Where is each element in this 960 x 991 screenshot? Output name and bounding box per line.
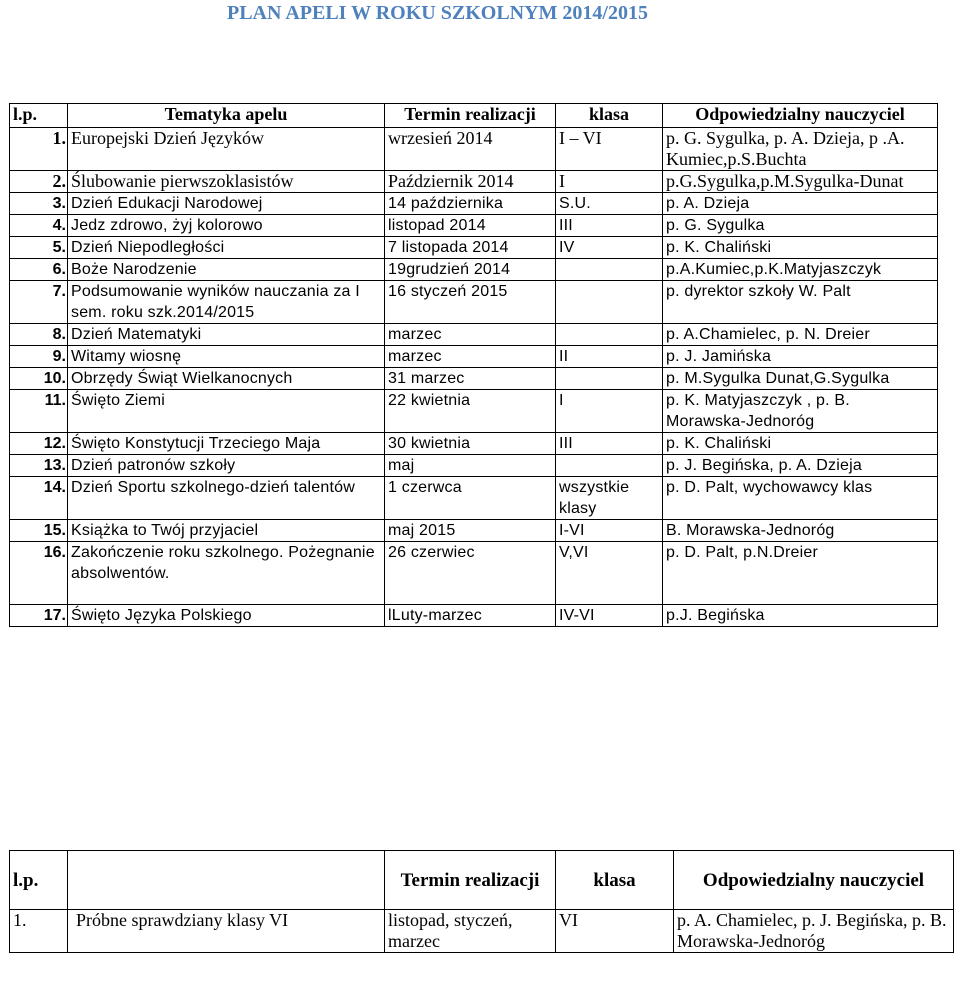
row-topic: Książka to Twój przyjaciel	[68, 520, 385, 542]
header-class: klasa	[556, 851, 674, 910]
row-topic: Jedz zdrowo, żyj kolorowo	[68, 215, 385, 237]
row-topic: Dzień Edukacji Narodowej	[68, 193, 385, 215]
header-topic	[68, 851, 385, 910]
row-lp: 3.	[10, 193, 68, 215]
row-lp: 6.	[10, 259, 68, 281]
row-topic: Ślubowanie pierwszoklasistów	[68, 171, 385, 193]
table-row	[10, 477, 938, 520]
row-class: IV	[556, 237, 663, 259]
row-teacher: p. dyrektor szkoły W. Palt	[663, 281, 938, 324]
row-class: VI	[556, 910, 674, 953]
table-row	[10, 324, 938, 346]
document-title: PLAN APELI W ROKU SZKOLNYM 2014/2015	[227, 2, 648, 24]
row-class: wszystkie klasy	[556, 477, 663, 520]
header-lp: l.p.	[10, 104, 68, 128]
row-lp: 13.	[10, 455, 68, 477]
row-topic: Podsumowanie wyników nauczania za I sem. roku szk.2014/2015	[68, 281, 385, 324]
table-row	[10, 346, 938, 368]
tests-table	[9, 850, 954, 953]
row-teacher: p. K. Chaliński	[663, 433, 938, 455]
row-class	[556, 455, 663, 477]
row-lp: 7.	[10, 281, 68, 324]
row-teacher: p.A.Kumiec,p.K.Matyjaszczyk	[663, 259, 938, 281]
table-row	[10, 171, 938, 193]
appeals-table	[9, 103, 938, 627]
row-teacher: p. G. Sygulka	[663, 215, 938, 237]
row-topic: Święto Konstytucji Trzeciego Maja	[68, 433, 385, 455]
row-date: 22 kwietnia	[385, 390, 556, 433]
row-date: wrzesień 2014	[385, 128, 556, 171]
row-lp: 10.	[10, 368, 68, 390]
row-class: II	[556, 346, 663, 368]
row-lp: 14.	[10, 477, 68, 520]
row-lp: 5.	[10, 237, 68, 259]
row-topic: Dzień Niepodległości	[68, 237, 385, 259]
row-teacher: p. D. Palt, p.N.Dreier	[663, 542, 938, 605]
row-date: 14 października	[385, 193, 556, 215]
row-topic: Próbne sprawdziany klasy VI	[68, 910, 385, 953]
row-date: 19grudzień 2014	[385, 259, 556, 281]
row-date: 1 czerwca	[385, 477, 556, 520]
row-class: IV-VI	[556, 605, 663, 627]
header-date: Termin realizacji	[385, 851, 556, 910]
table-row	[10, 542, 938, 605]
row-topic: Święto Ziemi	[68, 390, 385, 433]
row-teacher: p. J. Jamińska	[663, 346, 938, 368]
row-topic: Obrzędy Świąt Wielkanocnych	[68, 368, 385, 390]
row-topic: Dzień Sportu szkolnego-dzień talentów	[68, 477, 385, 520]
row-teacher: p.J. Begińska	[663, 605, 938, 627]
row-topic: Zakończenie roku szkolnego. Pożegnanie absolwentów.	[68, 542, 385, 605]
table-row	[10, 281, 938, 324]
row-lp: 15.	[10, 520, 68, 542]
header-teacher: Odpowiedzialny nauczyciel	[674, 851, 954, 910]
row-lp: 12.	[10, 433, 68, 455]
row-topic: Europejski Dzień Języków	[68, 128, 385, 171]
row-topic: Dzień patronów szkoły	[68, 455, 385, 477]
row-date: marzec	[385, 324, 556, 346]
table-row	[10, 259, 938, 281]
row-date: 7 listopada 2014	[385, 237, 556, 259]
row-date: 30 kwietnia	[385, 433, 556, 455]
row-date: marzec	[385, 346, 556, 368]
row-lp: 8.	[10, 324, 68, 346]
table-row	[10, 193, 938, 215]
row-teacher: p. G. Sygulka, p. A. Dzieja, p .A. Kumiec,p.S.Buchta	[663, 128, 938, 171]
row-class: V,VI	[556, 542, 663, 605]
header-class: klasa	[556, 104, 663, 128]
row-lp: 11.	[10, 390, 68, 433]
row-class: S.U.	[556, 193, 663, 215]
row-topic: Boże Narodzenie	[68, 259, 385, 281]
row-teacher: p. M.Sygulka Dunat,G.Sygulka	[663, 368, 938, 390]
row-date: listopad, styczeń, marzec	[385, 910, 556, 953]
row-lp: 9.	[10, 346, 68, 368]
table-row	[10, 433, 938, 455]
row-date: maj	[385, 455, 556, 477]
row-teacher: p.G.Sygulka,p.M.Sygulka-Dunat	[663, 171, 938, 193]
row-lp: 1.	[10, 910, 68, 953]
row-teacher: p. A.Chamielec, p. N. Dreier	[663, 324, 938, 346]
row-topic: Dzień Matematyki	[68, 324, 385, 346]
row-date: Październik 2014	[385, 171, 556, 193]
row-teacher: p. A. Dzieja	[663, 193, 938, 215]
row-topic: Święto Języka Polskiego	[68, 605, 385, 627]
row-lp: 4.	[10, 215, 68, 237]
table-row	[10, 455, 938, 477]
row-date: maj 2015	[385, 520, 556, 542]
header-topic: Tematyka apelu	[68, 104, 385, 128]
table-header-row	[10, 851, 954, 910]
row-date: 16 styczeń 2015	[385, 281, 556, 324]
row-class	[556, 368, 663, 390]
table-row	[10, 215, 938, 237]
table-row	[10, 390, 938, 433]
row-lp: 1.	[10, 128, 68, 171]
row-class: III	[556, 215, 663, 237]
row-teacher: B. Morawska-Jednoróg	[663, 520, 938, 542]
row-class: I	[556, 171, 663, 193]
row-lp: 17.	[10, 605, 68, 627]
table-row	[10, 237, 938, 259]
row-date: listopad 2014	[385, 215, 556, 237]
header-date: Termin realizacji	[385, 104, 556, 128]
row-date: lLuty-marzec	[385, 605, 556, 627]
header-teacher: Odpowiedzialny nauczyciel	[663, 104, 938, 128]
row-class: I-VI	[556, 520, 663, 542]
table-row	[10, 520, 938, 542]
row-teacher: p. J. Begińska, p. A. Dzieja	[663, 455, 938, 477]
row-teacher: p. A. Chamielec, p. J. Begińska, p. B. Morawska-Jednoróg	[674, 910, 954, 953]
row-class	[556, 281, 663, 324]
row-topic: Witamy wiosnę	[68, 346, 385, 368]
row-class	[556, 324, 663, 346]
row-lp: 2.	[10, 171, 68, 193]
row-class: III	[556, 433, 663, 455]
row-class	[556, 259, 663, 281]
table-row	[10, 368, 938, 390]
row-date: 26 czerwiec	[385, 542, 556, 605]
row-lp: 16.	[10, 542, 68, 605]
row-teacher: p. K. Matyjaszczyk , p. B. Morawska-Jednoróg	[663, 390, 938, 433]
table-row	[10, 128, 938, 171]
table-row	[10, 910, 954, 953]
row-teacher: p. D. Palt, wychowawcy klas	[663, 477, 938, 520]
table-row	[10, 605, 938, 627]
row-class: I	[556, 390, 663, 433]
header-lp: l.p.	[10, 851, 68, 910]
row-teacher: p. K. Chaliński	[663, 237, 938, 259]
row-class: I – VI	[556, 128, 663, 171]
row-date: 31 marzec	[385, 368, 556, 390]
table-header-row	[10, 104, 938, 128]
